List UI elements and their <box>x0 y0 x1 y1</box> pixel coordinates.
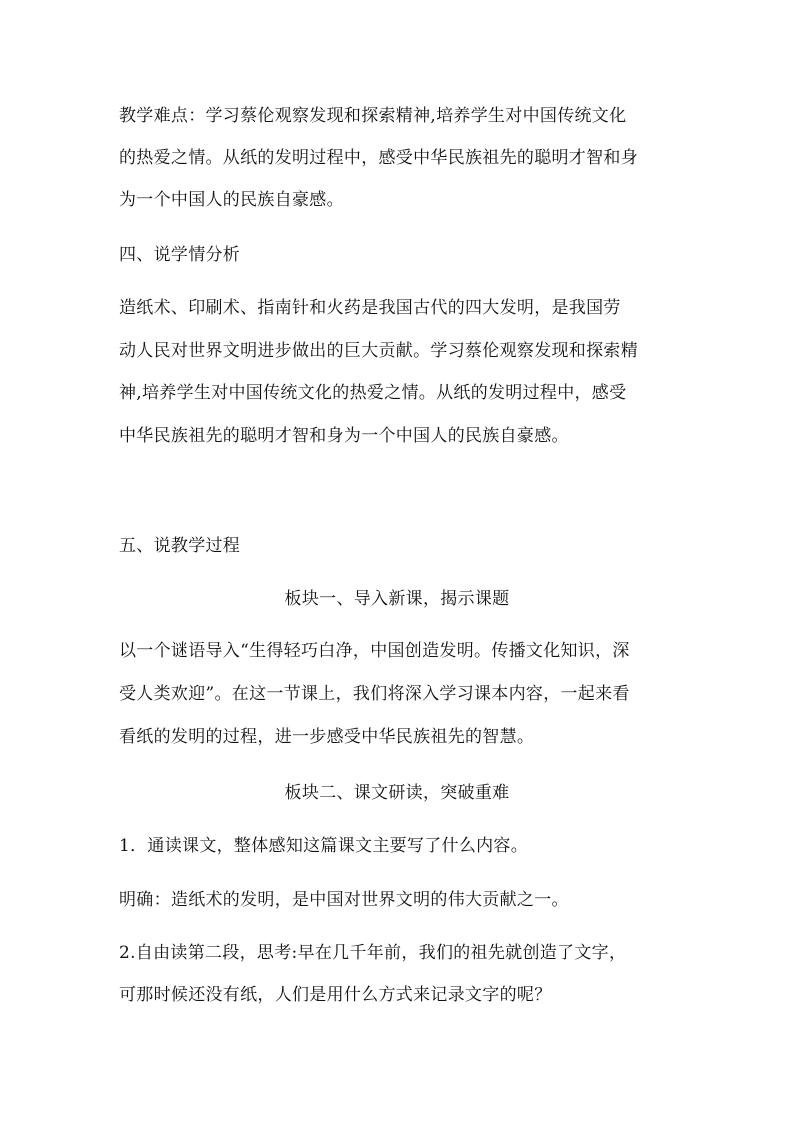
block-1-heading: 板块一、导入新课，揭示课题 <box>284 589 510 609</box>
difficulty-line-3: 为一个中国人的民族自豪感。 <box>119 190 344 210</box>
section-4-line-4: 中华民族祖先的聪明才智和身为一个中国人的民族自豪感。 <box>119 426 569 446</box>
block-1-line-2: 受人类欢迎”。在这一节课上，我们将深入学习课本内容，一起来看 <box>119 684 630 704</box>
section-5-heading: 五、说教学过程 <box>119 536 241 556</box>
section-4-heading: 四、说学情分析 <box>119 245 241 265</box>
item-1-answer: 明确：造纸术的发明，是中国对世界文明的伟大贡献之一。 <box>119 890 569 910</box>
item-2-line-2: 可那时候还没有纸，人们是用什么方式来记录文字的呢？ <box>119 985 552 1005</box>
section-4-line-2: 动人民对世界文明进步做出的巨大贡献。学习蔡伦观察发现和探索精 <box>119 341 638 361</box>
block-1-line-3: 看纸的发明的过程，进一步感受中华民族祖先的智慧。 <box>119 727 535 747</box>
section-4-line-1: 造纸术、印刷术、指南针和火药是我国古代的四大发明，是我国劳 <box>119 298 621 318</box>
block-2-heading: 板块二、课文研读，突破重难 <box>284 783 510 803</box>
item-1-question: 1．通读课文，整体感知这篇课文主要写了什么内容。 <box>119 836 529 856</box>
item-2-line-1: 2.自由读第二段，思考:早在几千年前，我们的祖先就创造了文字， <box>119 943 627 963</box>
difficulty-line-2: 的热爱之情。从纸的发明过程中，感受中华民族祖先的聪明才智和身 <box>119 148 638 168</box>
difficulty-line-1: 教学难点：学习蔡伦观察发现和探索精神,培养学生对中国传统文化 <box>119 106 627 126</box>
block-1-line-1: 以一个谜语导入“生得轻巧白净，中国创造发明。传播文化知识，深 <box>119 641 630 661</box>
section-4-line-3: 神,培养学生对中国传统文化的热爱之情。从纸的发明过程中，感受 <box>119 383 627 403</box>
